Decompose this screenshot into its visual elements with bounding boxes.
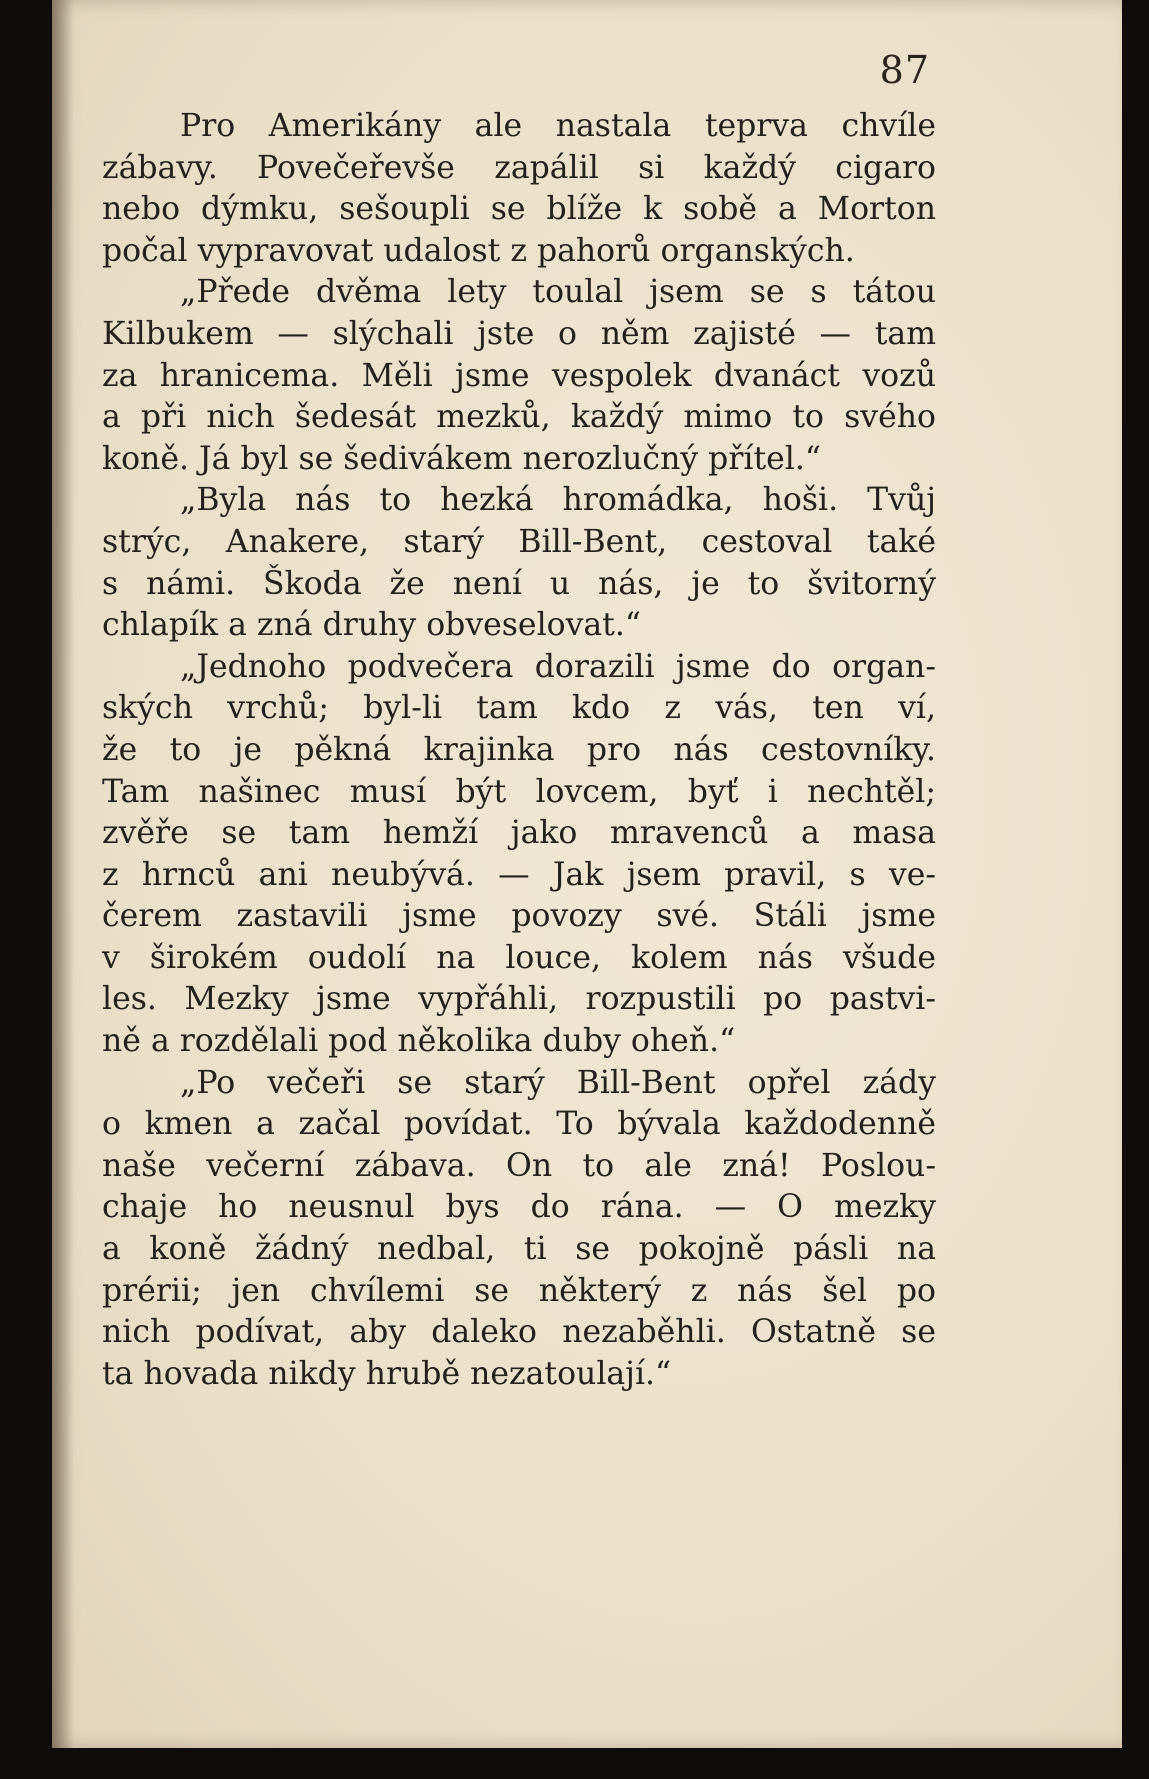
text-line: Kilbukem — slýchali jste o něm zajisté — tam [102, 315, 936, 352]
text-line: z hrnců ani neubývá. — Jak jsem pravil, s ve- [102, 856, 936, 893]
text-line: koně. Já byl se šedivákem nerozlučný přítel.“ [102, 440, 821, 477]
text-line: zvěře se tam hemží jako mravenců a masa [102, 815, 936, 852]
text-line: zábavy. Povečeřevše zapálil si každý cigaro [102, 149, 936, 186]
text-line: „Byla nás to hezká hromádka, hoši. Tvůj [180, 482, 936, 519]
text-line: chaje ho neusnul bys do rána. — O mezky [102, 1189, 936, 1226]
text-line: za hranicema. Měli jsme vespolek dvanáct vozů [102, 357, 936, 394]
text-line: nich podívat, aby daleko nezaběhli. Ostatně se [102, 1314, 936, 1351]
text-line: prérii; jen chvílemi se některý z nás šel po [102, 1272, 936, 1309]
text-line: „Po večeři se starý Bill-Bent opřel zády [180, 1064, 936, 1101]
text-line: ských vrchů; byl-li tam kdo z vás, ten ví, [102, 690, 936, 727]
text-line: ta hovada nikdy hrubě nezatoulají.“ [102, 1355, 672, 1392]
text-line: počal vypravovat udalost z pahorů organských. [102, 232, 855, 269]
text-line: o kmen a začal povídat. To bývala každodenně [102, 1106, 936, 1143]
text-line: strýc, Anakere, starý Bill-Bent, cestoval také [102, 523, 936, 560]
text-line: nebo dýmku, sešoupli se blíže k sobě a Morton [102, 191, 936, 228]
text-line: čerem zastavili jsme povozy své. Stáli jsme [102, 898, 936, 935]
page-number: 87 [879, 48, 930, 92]
body-text [102, 106, 936, 1395]
text-line: les. Mezky jsme vypřáhli, rozpustili po pastvi- [102, 981, 936, 1018]
page-sheet [52, 0, 1122, 1748]
text-line: Tam našinec musí být lovcem, byť i nechtěl; [102, 773, 936, 810]
spine-shadow [52, 0, 74, 1748]
text-line: „Přede dvěma lety toulal jsem se s tátou [180, 274, 936, 311]
text-line: a při nich šedesát mezků, každý mimo to svého [102, 399, 936, 436]
text-line: s námi. Škoda že není u nás, je to švitorný [102, 565, 936, 602]
text-line: „Jednoho podvečera dorazili jsme do organ- [180, 648, 936, 685]
text-line: v širokém oudolí na louce, kolem nás všude [102, 939, 936, 976]
text-line: naše večerní zábava. On to ale zná! Poslou- [102, 1147, 936, 1184]
text-line: Pro Amerikány ale nastala teprva chvíle [180, 108, 936, 144]
scan-border [0, 1748, 1149, 1779]
text-line: ně a rozdělali pod několika duby oheň.“ [102, 1023, 736, 1060]
text-line: a koně žádný nedbal, ti se pokojně pásli na [102, 1231, 936, 1268]
text-line: že to je pěkná krajinka pro nás cestovníky. [102, 731, 936, 768]
text-line: chlapík a zná druhy obveselovat.“ [102, 607, 641, 644]
